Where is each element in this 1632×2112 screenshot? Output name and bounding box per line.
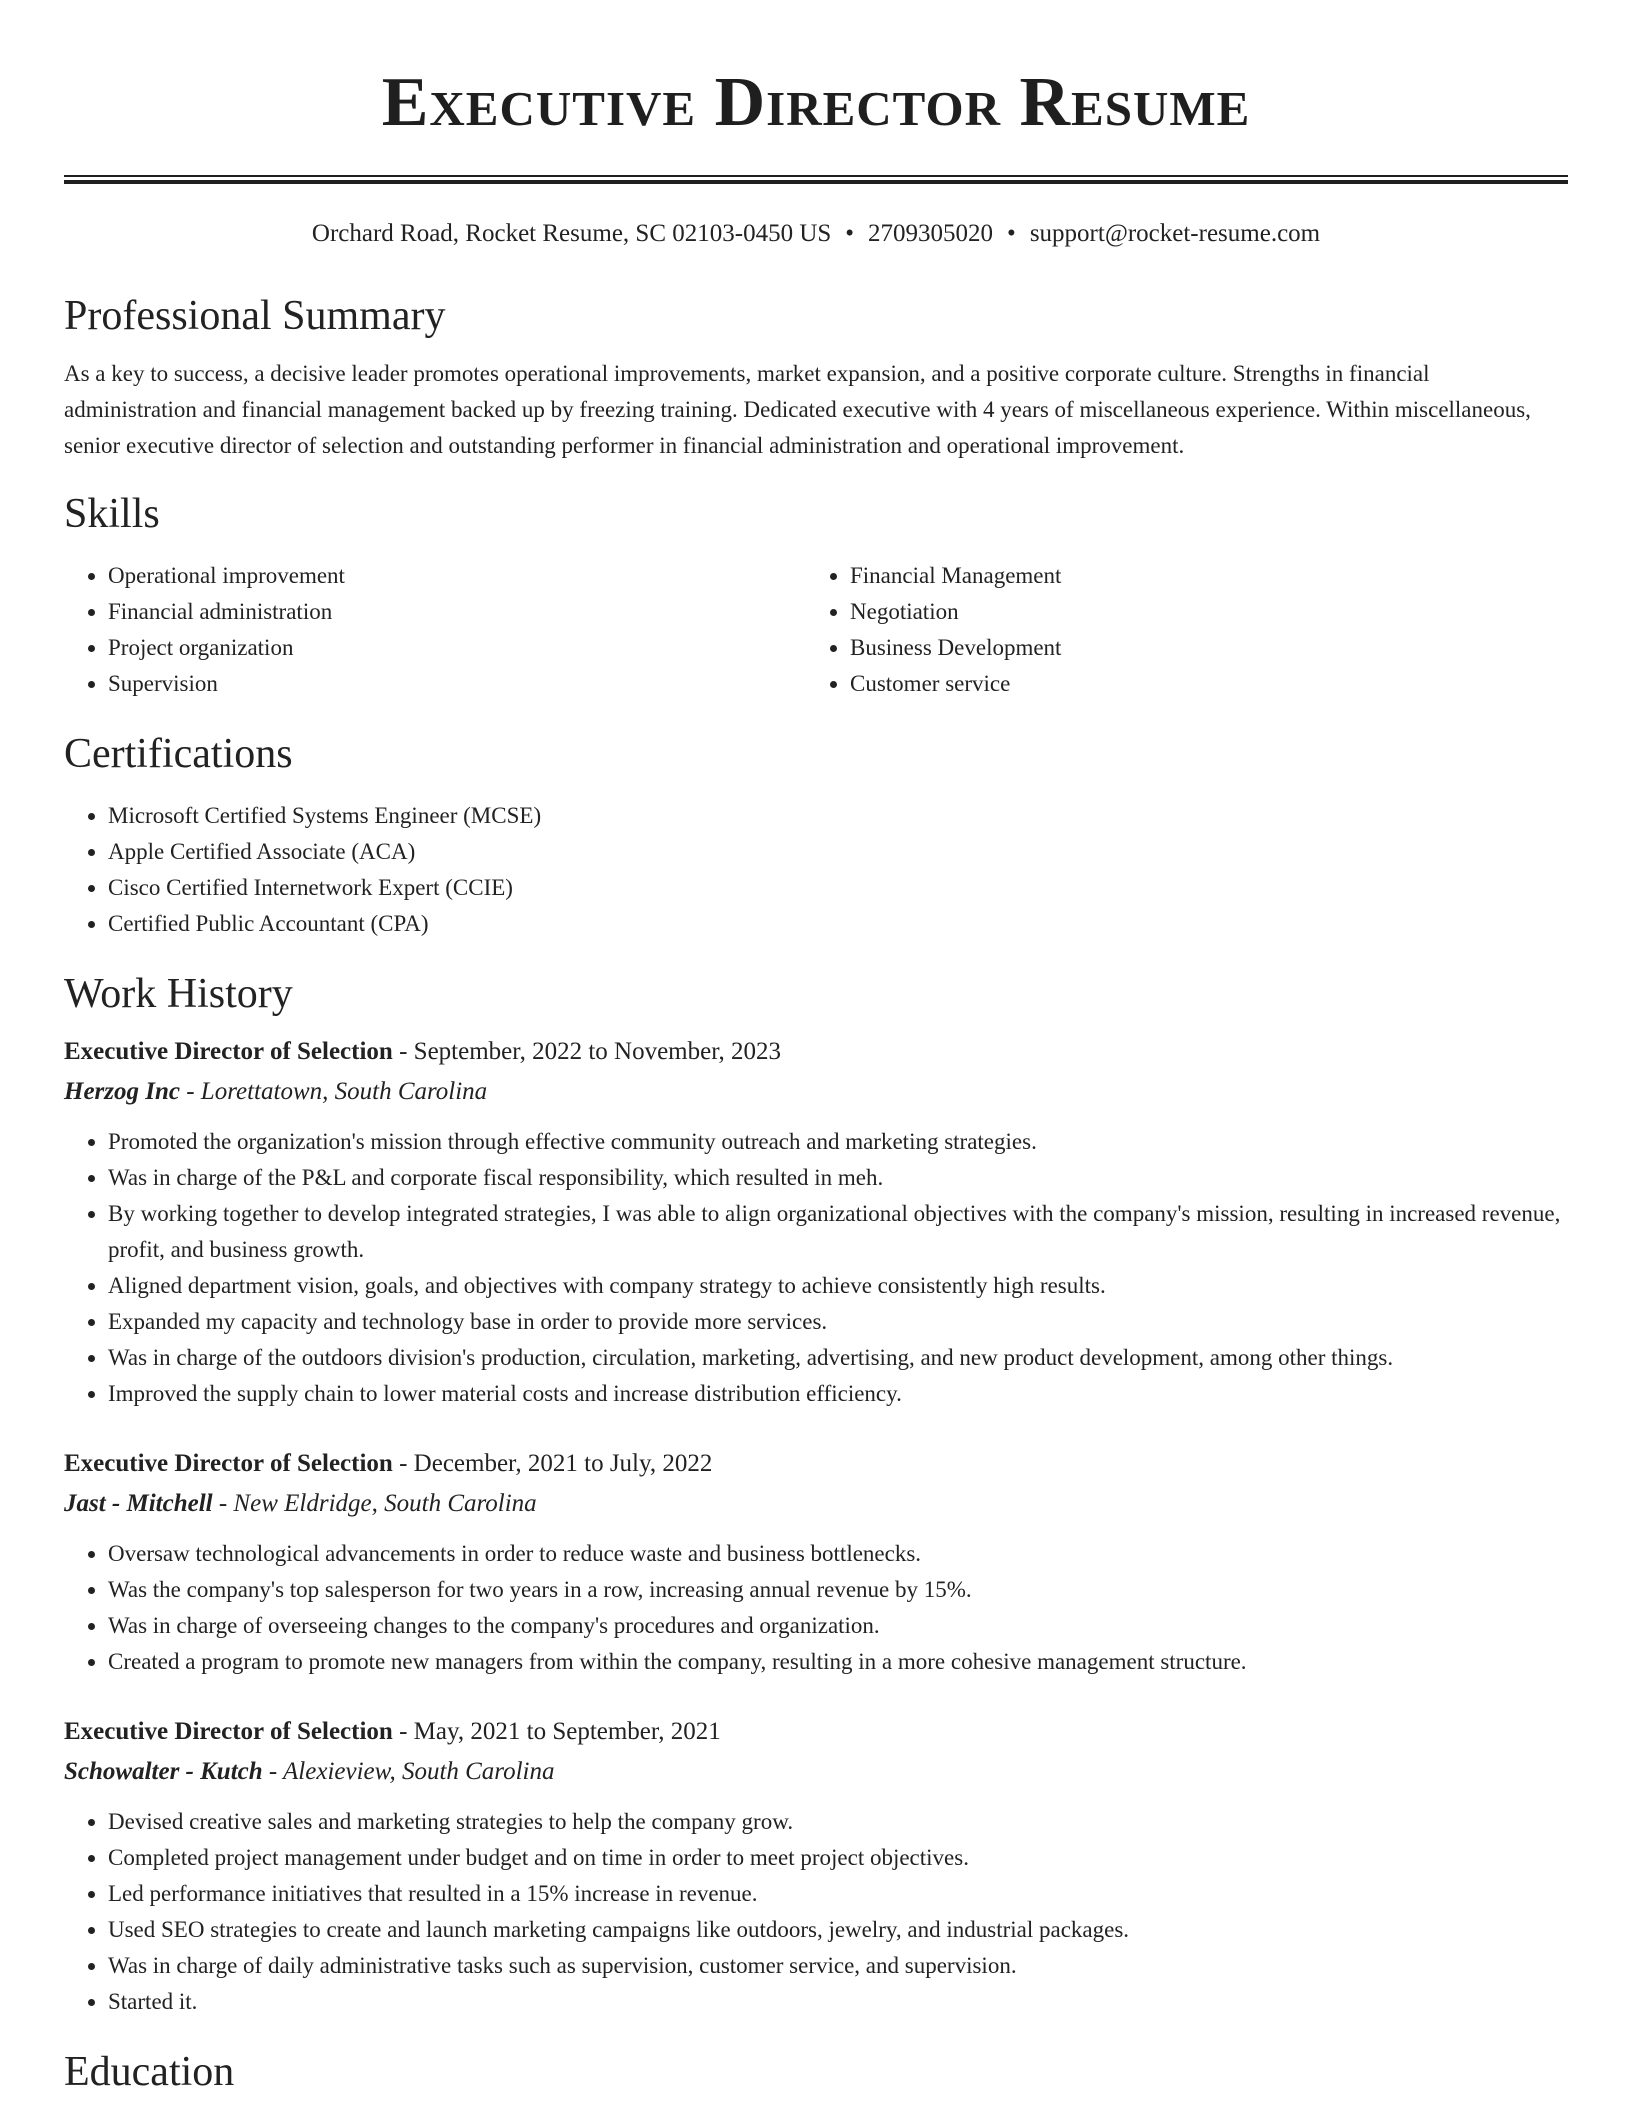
job-location: - Alexieview, South Carolina bbox=[262, 1758, 555, 1785]
skill-item: • Supervision bbox=[108, 666, 806, 702]
title-divider bbox=[64, 175, 1568, 184]
skill-item: • Customer service bbox=[850, 666, 1548, 702]
job-title-line bbox=[64, 1712, 1568, 1752]
skills-column-left bbox=[64, 558, 806, 702]
job-company: Schowalter - Kutch bbox=[64, 1758, 263, 1785]
job-bullet: • Completed project management under budget and on time in order to meet project objectives. bbox=[108, 1840, 1568, 1876]
job-title: Executive Director of Selection bbox=[64, 1718, 393, 1745]
job-bullet: • Was in charge of the P&L and corporate fiscal responsibility, which resulted in meh. bbox=[108, 1160, 1568, 1196]
job-title: Executive Director of Selection bbox=[64, 1450, 393, 1477]
section-heading-summary: Professional Summary bbox=[64, 293, 446, 339]
certification-item: • Apple Certified Associate (ACA) bbox=[108, 834, 1568, 870]
job-bullet-list bbox=[64, 1124, 1568, 1412]
certifications-list bbox=[64, 798, 1568, 942]
section-heading-certifications: Certifications bbox=[64, 731, 293, 777]
section-heading-work-history: Work History bbox=[64, 971, 293, 1017]
job-title-line bbox=[64, 1444, 1568, 1484]
section-heading-education: Education bbox=[64, 2049, 235, 2095]
job-bullet: • Started it. bbox=[108, 1984, 1568, 2020]
contact-separator: • bbox=[845, 220, 855, 247]
summary-text: As a key to success, a decisive leader promotes operational improvements, market expansion, and a positive corporate culture. Strengths in financial administration and financial management backed up by freezing training. Dedicated executive with 4 years of miscellaneous experience. Within miscellaneous, senior executive director of selection and outstanding performer in financial administration and operational improvement. bbox=[64, 361, 1531, 458]
job-bullet: • By working together to develop integrated strategies, I was able to align organizational objectives with the company's mission, resulting in increased revenue, profit, and business growth. bbox=[108, 1196, 1568, 1268]
certification-item: • Cisco Certified Internetwork Expert (CCIE) bbox=[108, 870, 1568, 906]
certification-item: • Certified Public Accountant (CPA) bbox=[108, 906, 1568, 942]
skills-list bbox=[64, 558, 1568, 702]
job-location: - Lorettatown, South Carolina bbox=[179, 1078, 488, 1105]
job-bullet: • Was in charge of daily administrative tasks such as supervision, customer service, and supervision. bbox=[108, 1948, 1568, 1984]
job-bullet: • Oversaw technological advancements in order to reduce waste and business bottlenecks. bbox=[108, 1536, 1568, 1572]
job-company-line bbox=[64, 1484, 1568, 1524]
skill-item: • Business Development bbox=[850, 630, 1548, 666]
job-bullet: • Created a program to promote new managers from within the company, resulting in a more cohesive management structure. bbox=[108, 1644, 1568, 1680]
contact-phone: 2709305020 bbox=[868, 220, 994, 247]
skill-item: • Financial Management bbox=[850, 558, 1548, 594]
skill-item: • Financial administration bbox=[108, 594, 806, 630]
job-company: Jast - Mitchell bbox=[64, 1490, 213, 1517]
job-entry bbox=[64, 1444, 1568, 1680]
job-bullet: • Led performance initiatives that resulted in a 15% increase in revenue. bbox=[108, 1876, 1568, 1912]
job-bullet: • Was in charge of overseeing changes to the company's procedures and organization. bbox=[108, 1608, 1568, 1644]
job-company-line bbox=[64, 1752, 1568, 1792]
job-bullet: • Was in charge of the outdoors division's production, circulation, marketing, advertising, and new product development, among other things. bbox=[108, 1340, 1568, 1376]
job-entry bbox=[64, 1032, 1568, 1412]
job-location: - New Eldridge, South Carolina bbox=[212, 1490, 537, 1517]
skill-item: • Negotiation bbox=[850, 594, 1548, 630]
job-bullet: • Expanded my capacity and technology base in order to provide more services. bbox=[108, 1304, 1568, 1340]
contact-line bbox=[64, 218, 1568, 250]
contact-address: Orchard Road, Rocket Resume, SC 02103-0450 US bbox=[311, 220, 832, 247]
resume-title: Executive Director Resume bbox=[381, 64, 1251, 141]
job-bullet-list bbox=[64, 1804, 1568, 2020]
job-bullet: • Improved the supply chain to lower material costs and increase distribution efficiency. bbox=[108, 1376, 1568, 1412]
job-bullet: • Was the company's top salesperson for two years in a row, increasing annual revenue by 15%. bbox=[108, 1572, 1568, 1608]
resume-page bbox=[64, 0, 1568, 2098]
job-bullet: • Devised creative sales and marketing strategies to help the company grow. bbox=[108, 1804, 1568, 1840]
job-bullet-list bbox=[64, 1536, 1568, 1680]
job-bullet: • Used SEO strategies to create and launch marketing campaigns like outdoors, jewelry, and industrial packages. bbox=[108, 1912, 1568, 1948]
job-company-line bbox=[64, 1072, 1568, 1112]
certification-item: • Microsoft Certified Systems Engineer (MCSE) bbox=[108, 798, 1568, 834]
job-dates: - September, 2022 to November, 2023 bbox=[392, 1038, 782, 1065]
job-company: Herzog Inc bbox=[64, 1078, 180, 1105]
job-title-line bbox=[64, 1032, 1568, 1072]
job-entry bbox=[64, 1712, 1568, 2020]
skill-item: • Project organization bbox=[108, 630, 806, 666]
job-dates: - May, 2021 to September, 2021 bbox=[392, 1718, 721, 1745]
contact-separator: • bbox=[1007, 220, 1016, 247]
section-heading-skills: Skills bbox=[64, 491, 160, 537]
job-dates: - December, 2021 to July, 2022 bbox=[392, 1450, 713, 1477]
contact-email: support@rocket-resume.com bbox=[1029, 220, 1321, 247]
job-title: Executive Director of Selection bbox=[64, 1038, 393, 1065]
skill-item: • Operational improvement bbox=[108, 558, 806, 594]
job-bullet: • Promoted the organization's mission through effective community outreach and marketing strategies. bbox=[108, 1124, 1568, 1160]
skills-column-right bbox=[806, 558, 1548, 702]
job-bullet: • Aligned department vision, goals, and objectives with company strategy to achieve consistently high results. bbox=[108, 1268, 1568, 1304]
